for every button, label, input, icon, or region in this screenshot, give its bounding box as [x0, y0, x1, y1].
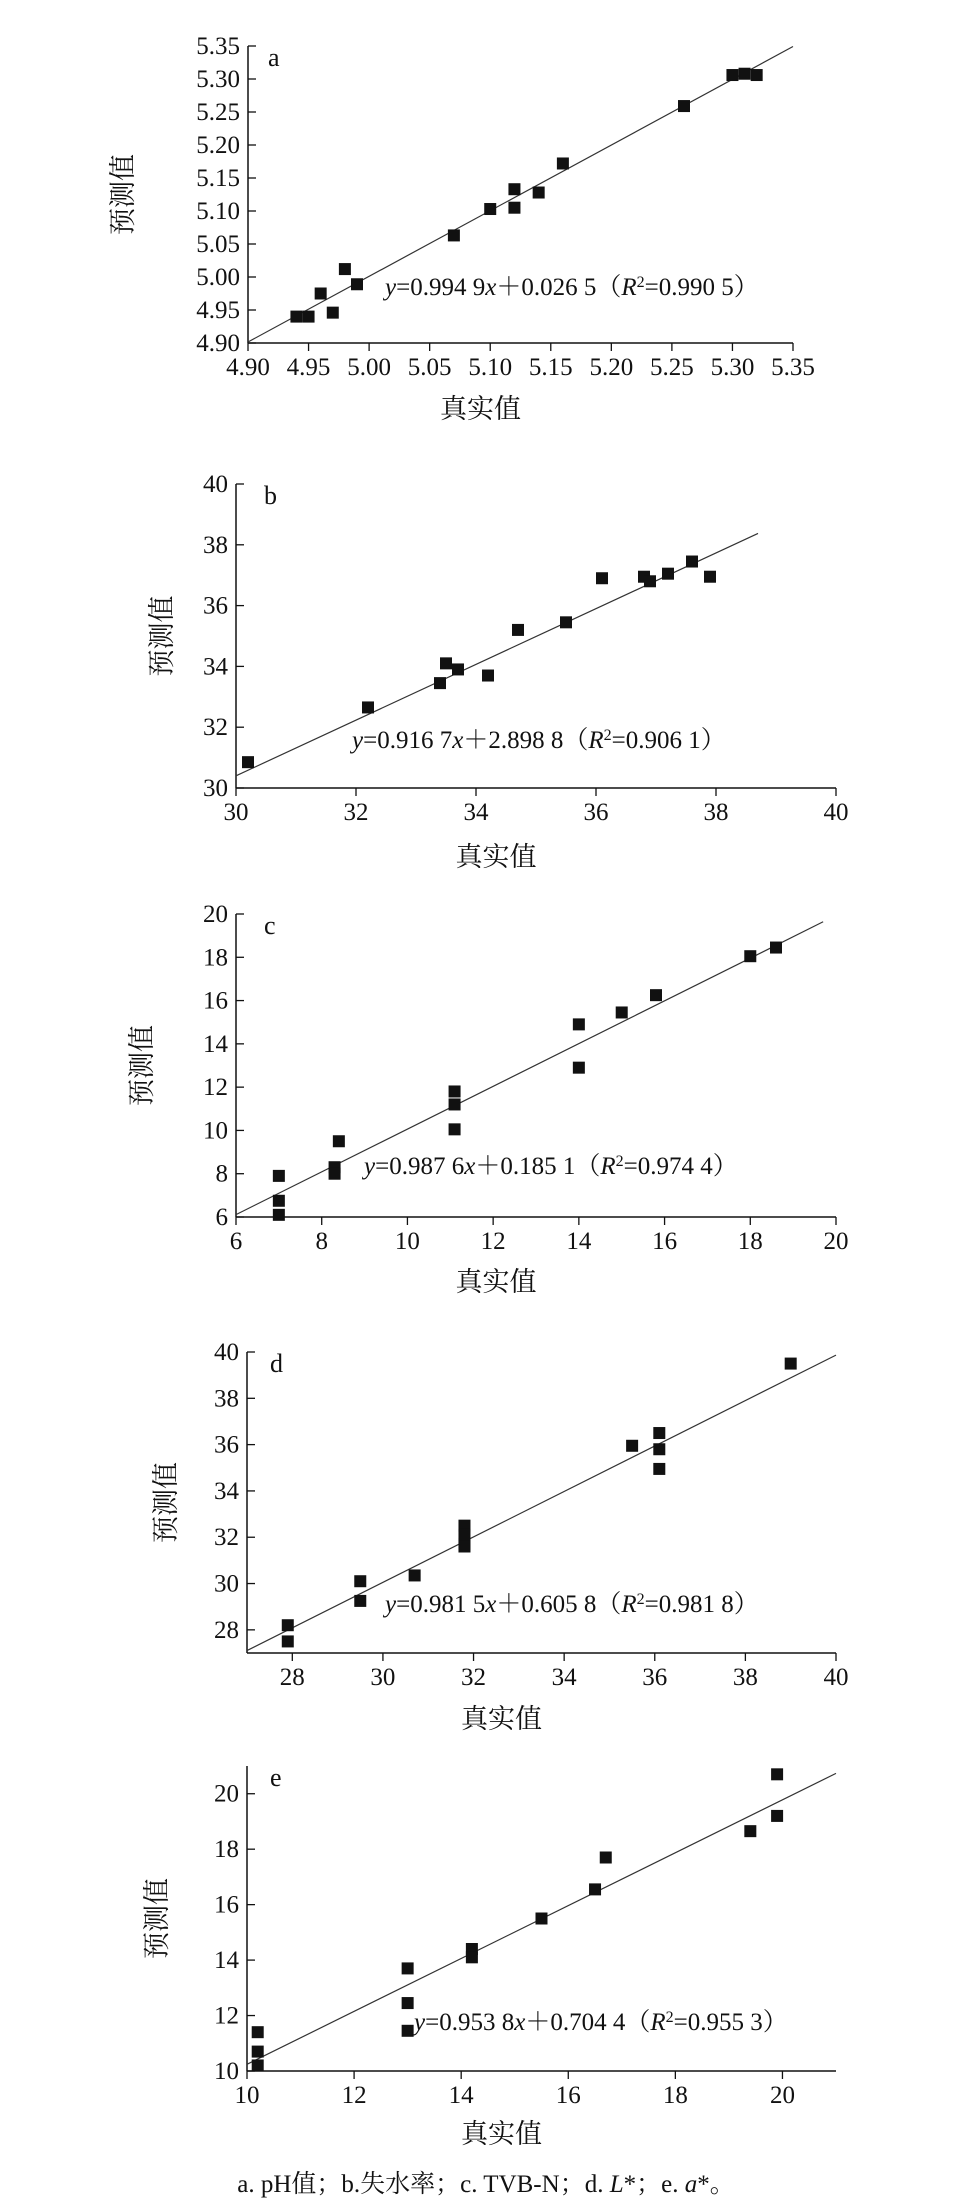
chart-a-point-1 [303, 311, 315, 323]
chart-e-point-7 [466, 1951, 478, 1963]
chart-e-x-tick-label-4: 18 [662, 2082, 688, 2109]
panels [108, 33, 849, 2149]
chart-e-point-8 [536, 1913, 548, 1925]
chart-c-y-tick-label-0: 6 [215, 1204, 228, 1231]
chart-a-x-tick-label-2: 5.00 [347, 354, 391, 381]
chart-b-point-6 [512, 624, 524, 636]
chart-e-point-5 [402, 2025, 414, 2037]
chart-e-y-tick-label-3: 16 [214, 1891, 239, 1919]
chart-b-panel-letter: b [264, 481, 277, 510]
chart-c-y-tick-label-3: 12 [203, 1074, 228, 1102]
chart-c-point-1 [273, 1195, 285, 1207]
chart-b-y-tick-label-5: 40 [203, 471, 228, 498]
chart-a-ylabel: 预测值 [108, 154, 138, 235]
chart-d-point-1 [282, 1635, 294, 1647]
chart-e-point-9 [589, 1883, 601, 1895]
chart-e-equation: y=0.953 8x＋0.704 $4(R^2=0.955$ 3） [414, 2008, 788, 2036]
chart-c-xlabel: 真实值 [455, 1267, 537, 1297]
chart-a-x-tick-label-1: 4.95 [286, 354, 331, 381]
chart-c-point-6 [449, 1085, 461, 1097]
chart-d-y-tick-label-2: 32 [214, 1524, 239, 1552]
chart-e-point-12 [771, 1768, 783, 1780]
chart-c-x-tick-label-4: 14 [566, 1228, 592, 1255]
chart-b-ylabel: 预测值 [147, 595, 177, 677]
chart-a-point-4 [339, 263, 351, 275]
chart-a-y-tick-label-4: 5.10 [196, 198, 240, 225]
chart-a-y-tick-label-6: 5.20 [196, 132, 240, 159]
chart-b-x-tick-label-1: 32 [343, 799, 369, 826]
chart-a-point-15 [751, 69, 763, 81]
chart-d-point-9 [626, 1440, 638, 1452]
chart-d-x-tick-label-4: 36 [642, 1664, 668, 1691]
chart-c-point-9 [573, 1018, 585, 1030]
chart-c-x-tick-label-0: 6 [229, 1228, 243, 1255]
chart-e-x-tick-label-1: 12 [341, 2082, 367, 2109]
chart-a-x-tick-label-9: 5.35 [771, 354, 815, 381]
chart-a-point-13 [726, 69, 738, 81]
chart-b-x-tick-label-5: 40 [823, 799, 849, 826]
chart-c-equation: y=0.987 6x＋0.185 $1(R^2=0.974$ 4） [364, 1152, 738, 1180]
chart-a-equation: y=0.994 9x＋0.026 $5(R^2=0.990$ 5） [385, 273, 759, 301]
chart-a-y-tick-label-9: 5.35 [196, 33, 240, 60]
chart-e-point-11 [744, 1825, 756, 1837]
chart-d-x-tick-label-5: 38 [732, 1664, 758, 1691]
chart-b-point-3 [440, 657, 452, 669]
chart-e-y-tick-label-5: 20 [214, 1780, 239, 1808]
chart-a-point-11 [557, 157, 569, 169]
chart-a-x-tick-label-8: 5.30 [710, 354, 755, 381]
chart-d-x-tick-label-1: 30 [370, 1664, 396, 1691]
chart-c [127, 901, 849, 1297]
chart-a-x-tick-label-4: 5.10 [468, 354, 513, 381]
chart-d-x-tick-label-6: 40 [823, 1664, 849, 1691]
chart-d-xlabel: 真实值 [461, 1704, 542, 1734]
chart-b-point-4 [452, 663, 464, 675]
chart-b-point-0 [242, 756, 254, 768]
chart-d-point-10 [653, 1427, 665, 1439]
chart-e-ylabel: 预测值 [142, 1878, 172, 1959]
chart-a-y-tick-label-1: 4.95 [196, 297, 240, 324]
chart-d-point-11 [653, 1443, 665, 1455]
chart-c-point-11 [616, 1006, 628, 1018]
chart-d-y-tick-label-4: 36 [214, 1431, 239, 1459]
chart-b [147, 471, 849, 872]
chart-e-xlabel: 真实值 [461, 2119, 542, 2149]
chart-c-y-tick-label-6: 18 [203, 944, 228, 972]
chart-a-point-8 [508, 183, 520, 195]
chart-e-x-tick-label-0: 10 [234, 2082, 260, 2109]
chart-c-point-12 [650, 989, 662, 1001]
chart-d-point-12 [653, 1463, 665, 1475]
chart-c-panel-letter: c [264, 911, 276, 940]
chart-a-panel-letter: a [268, 43, 280, 72]
chart-a-point-7 [484, 203, 496, 215]
chart-e-point-13 [771, 1810, 783, 1822]
chart-c-y-tick-label-4: 14 [203, 1030, 228, 1058]
chart-a-y-tick-label-2: 5.00 [196, 264, 240, 291]
chart-a-y-tick-label-8: 5.30 [196, 66, 240, 93]
chart-e-x-tick-label-5: 20 [769, 2082, 795, 2109]
chart-a-x-tick-label-5: 5.15 [528, 354, 573, 381]
chart-a-x-tick-label-0: 4.90 [226, 354, 270, 381]
chart-a-point-0 [290, 311, 302, 323]
chart-b-point-1 [362, 701, 374, 713]
chart-b-x-tick-label-2: 34 [463, 799, 489, 826]
chart-d-point-13 [785, 1358, 797, 1370]
chart-b-x-tick-label-4: 38 [703, 799, 729, 826]
chart-c-point-10 [573, 1062, 585, 1074]
chart-a-y-tick-label-7: 5.25 [196, 99, 240, 126]
chart-b-x-tick-label-3: 36 [583, 799, 609, 826]
chart-c-point-14 [770, 942, 782, 954]
chart-b-point-7 [560, 616, 572, 628]
chart-d-point-2 [354, 1575, 366, 1587]
chart-a-point-10 [533, 187, 545, 199]
chart-c-point-7 [449, 1098, 461, 1110]
chart-b-point-8 [596, 572, 608, 584]
chart-b-y-tick-label-0: 30 [203, 775, 228, 802]
chart-b-y-tick-label-3: 36 [203, 592, 228, 620]
chart-a-point-3 [327, 307, 339, 319]
chart-c-point-8 [449, 1123, 461, 1135]
chart-d-panel-letter: d [270, 1349, 283, 1378]
chart-a-point-12 [678, 100, 690, 112]
chart-e-point-4 [402, 1997, 414, 2009]
chart-b-point-10 [644, 575, 656, 587]
chart-d-y-tick-label-6: 40 [214, 1339, 239, 1366]
chart-c-x-tick-label-6: 18 [737, 1228, 763, 1255]
chart-c-point-2 [273, 1209, 285, 1221]
chart-c-y-tick-label-1: 8 [215, 1160, 228, 1188]
chart-c-point-13 [744, 950, 756, 962]
chart-a [108, 33, 815, 424]
chart-a-point-2 [315, 288, 327, 300]
chart-c-x-tick-label-1: 8 [315, 1228, 328, 1255]
chart-d-x-tick-label-0: 28 [279, 1664, 305, 1691]
chart-d-point-3 [354, 1595, 366, 1607]
chart-c-point-0 [273, 1170, 285, 1182]
chart-e-point-1 [252, 2046, 264, 2058]
chart-e-y-tick-label-2: 14 [214, 1947, 239, 1975]
chart-b-y-tick-label-1: 32 [203, 714, 228, 742]
chart-e-point-2 [252, 2059, 264, 2071]
chart-c-y-tick-label-7: 20 [203, 901, 228, 928]
chart-d-point-0 [282, 1619, 294, 1631]
chart-c-y-tick-label-5: 16 [203, 987, 228, 1015]
chart-c-x-tick-label-5: 16 [652, 1228, 678, 1255]
chart-c-x-tick-label-2: 10 [394, 1228, 420, 1255]
chart-c-x-tick-label-3: 12 [480, 1228, 506, 1255]
chart-c-point-5 [333, 1135, 345, 1147]
chart-d-x-tick-label-2: 32 [461, 1664, 487, 1691]
chart-a-y-tick-label-0: 4.90 [196, 330, 240, 357]
chart-a-point-9 [508, 202, 520, 214]
chart-a-point-5 [351, 278, 363, 290]
chart-c-x-tick-label-7: 20 [823, 1228, 849, 1255]
chart-b-y-tick-label-4: 38 [203, 531, 228, 559]
chart-b-point-5 [482, 670, 494, 682]
chart-b-x-tick-label-0: 30 [223, 799, 249, 826]
chart-d-y-tick-label-1: 30 [214, 1570, 239, 1598]
figure-caption: a. pH值；b.失水率；c. TVB-N；d. L*；e. a*。 [237, 2171, 735, 2198]
chart-e-y-tick-label-0: 10 [214, 2058, 239, 2085]
chart-b-point-11 [662, 568, 674, 580]
chart-d [151, 1339, 849, 1734]
chart-b-equation: y=0.916 7x＋2.898 $8(R^2=0.906$ 1） [352, 726, 726, 754]
chart-e-x-tick-label-3: 16 [555, 2082, 581, 2109]
chart-b-point-12 [686, 556, 698, 568]
chart-e-point-0 [252, 2026, 264, 2038]
chart-e-x-tick-label-2: 14 [448, 2082, 474, 2109]
chart-d-y-tick-label-0: 28 [214, 1616, 239, 1644]
chart-c-y-tick-label-2: 10 [203, 1117, 228, 1145]
chart-c-ylabel: 预测值 [127, 1025, 157, 1106]
chart-a-xlabel: 真实值 [440, 394, 521, 424]
chart-e-point-10 [600, 1852, 612, 1864]
chart-e-y-tick-label-4: 18 [214, 1836, 239, 1864]
chart-b-y-tick-label-2: 34 [203, 653, 228, 681]
chart-a-y-tick-label-5: 5.15 [196, 165, 240, 192]
chart-d-y-tick-label-3: 34 [214, 1477, 239, 1505]
chart-e-point-3 [402, 1962, 414, 1974]
chart-b-point-13 [704, 571, 716, 583]
chart-a-x-tick-label-6: 5.20 [589, 354, 634, 381]
chart-a-point-6 [448, 229, 460, 241]
chart-a-point-14 [739, 68, 751, 80]
chart-e-y-tick-label-1: 12 [214, 2002, 239, 2030]
chart-e-panel-letter: e [270, 1763, 282, 1792]
chart-d-point-8 [458, 1540, 470, 1552]
chart-c-point-4 [329, 1168, 341, 1180]
chart-a-x-tick-label-3: 5.05 [407, 354, 452, 381]
chart-b-point-2 [434, 677, 446, 689]
chart-a-y-tick-label-3: 5.05 [196, 231, 240, 258]
chart-d-point-4 [409, 1569, 421, 1581]
chart-d-equation: y=0.981 5x＋0.605 $8(R^2=0.981$ 8） [385, 1590, 759, 1618]
chart-d-y-tick-label-5: 38 [214, 1385, 239, 1413]
chart-b-xlabel: 真实值 [455, 842, 537, 872]
chart-d-x-tick-label-3: 34 [551, 1664, 577, 1691]
chart-d-ylabel: 预测值 [151, 1462, 181, 1543]
chart-e [142, 1763, 836, 2149]
chart-a-x-tick-label-7: 5.25 [650, 354, 694, 381]
